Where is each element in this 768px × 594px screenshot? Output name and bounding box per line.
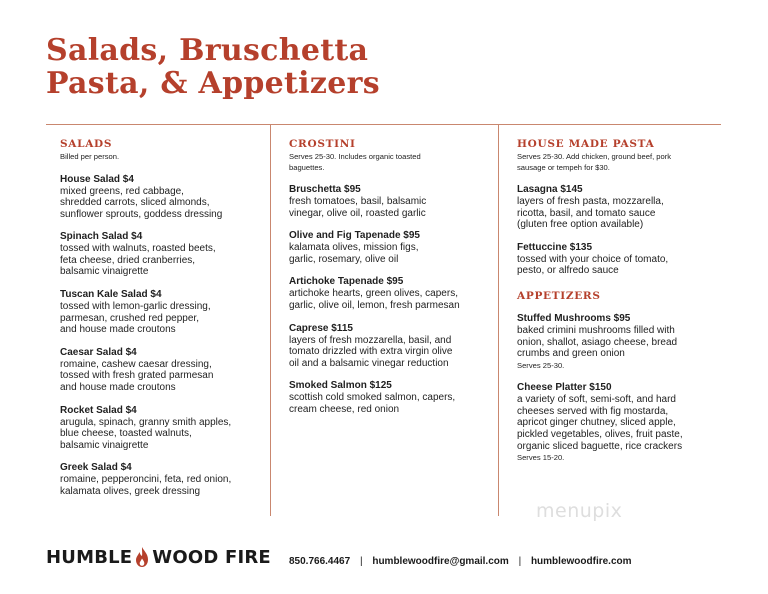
menu-item-description: kalamata olives, mission figs, garlic, rosemary, olive oil bbox=[289, 242, 419, 265]
menu-section bbox=[289, 137, 494, 416]
menu-item-description: tossed with lemon-garlic dressing, parmesan, crushed red pepper, and house made croutons bbox=[60, 301, 211, 336]
menu-item-description: romaine, pepperoncini, feta, red onion, kalamata olives, greek dressing bbox=[60, 474, 232, 497]
menu-item-name: Spinach Salad $4 bbox=[60, 231, 143, 243]
menu-section bbox=[517, 137, 722, 277]
menu-item bbox=[289, 323, 494, 370]
watermark: menupix bbox=[536, 500, 623, 522]
menu-item-name: Stuffed Mushrooms $95 bbox=[517, 312, 631, 324]
menu-column-salads bbox=[60, 137, 265, 498]
menu-item bbox=[289, 276, 494, 311]
title-line-2: Pasta, & Appetizers bbox=[46, 66, 380, 101]
menu-item bbox=[289, 380, 494, 415]
section-title: CROSTINI bbox=[289, 138, 356, 150]
menu-item-name: Smoked Salmon $125 bbox=[289, 380, 392, 392]
menu-item-description: a variety of soft, semi-soft, and hard cheeses served with fig mostarda, apricot ginger chutney, sliced apple, pickled vegetables, olives, fruit paste, organic sliced baguette, rice crackers bbox=[517, 394, 683, 452]
footer bbox=[46, 544, 726, 574]
menu-item-name: Bruschetta $95 bbox=[289, 184, 361, 195]
contact-info bbox=[289, 556, 632, 567]
phone-number[interactable]: 850.766.4467 bbox=[289, 556, 351, 567]
menu-column-crostini bbox=[289, 137, 494, 416]
menu-item bbox=[60, 462, 265, 497]
menu-item-serves: Serves 15-20. bbox=[517, 453, 565, 463]
top-divider bbox=[46, 124, 721, 125]
menu-item-name: Olive and Fig Tapenade $95 bbox=[289, 230, 420, 242]
logo-text-left: HUMBLE bbox=[46, 546, 133, 568]
menu-item-description: scottish cold smoked salmon, capers, cream cheese, red onion bbox=[289, 392, 456, 415]
menu-section bbox=[60, 137, 265, 498]
menu-item-name: Caesar Salad $4 bbox=[60, 346, 137, 358]
menu-item-description: layers of fresh pasta, mozzarella, ricotta, basil, and tomato sauce (gluten free option available) bbox=[517, 196, 664, 231]
menu-item-name: Caprese $115 bbox=[289, 322, 353, 334]
column-divider-2 bbox=[498, 124, 499, 516]
menu-item-name: Lasagna $145 bbox=[517, 184, 583, 195]
menu-item-name: Fettuccine $135 bbox=[517, 241, 593, 253]
website-link[interactable]: humblewoodfire.com bbox=[530, 556, 632, 567]
menu-item-name: Greek Salad $4 bbox=[60, 462, 132, 474]
menu-item bbox=[60, 231, 265, 278]
menu-item-description: tossed with walnuts, roasted beets, feta cheese, dried cranberries, balsamic vinaigrette bbox=[60, 243, 216, 278]
separator: | bbox=[359, 556, 363, 567]
menu-item bbox=[289, 230, 494, 265]
menu-item bbox=[517, 382, 722, 463]
menu-item-name: Cheese Platter $150 bbox=[517, 382, 612, 394]
menu-column-pasta-appetizers bbox=[517, 137, 722, 464]
section-title: APPETIZERS bbox=[517, 289, 601, 302]
separator: | bbox=[518, 556, 522, 567]
menu-item-description: baked crimini mushrooms filled with onion, shallot, asiago cheese, bread crumbs and green onion bbox=[517, 324, 678, 360]
brand-logo bbox=[46, 546, 271, 568]
menu-item bbox=[60, 174, 265, 221]
email-address[interactable]: humblewoodfire@gmail.com bbox=[372, 556, 509, 567]
menu-item bbox=[517, 184, 722, 231]
flame-icon bbox=[135, 546, 149, 568]
menu-item-description: layers of fresh mozzarella, basil, and tomato drizzled with extra virgin olive oil and a balsamic vinegar reduction bbox=[289, 334, 453, 369]
menu-item-description: tossed with your choice of tomato, pesto, or alfredo sauce bbox=[517, 253, 669, 277]
menu-item-name: Rocket Salad $4 bbox=[60, 404, 137, 416]
menu-item-description: mixed greens, red cabbage, shredded carrots, sliced almonds, sunflower sprouts, goddess dressing bbox=[60, 185, 223, 220]
menu-item-description: fresh tomatoes, basil, balsamic vinegar, olive oil, roasted garlic bbox=[289, 196, 427, 219]
menu-section bbox=[517, 289, 722, 464]
section-title: HOUSE MADE PASTA bbox=[517, 138, 655, 150]
column-divider-1 bbox=[270, 124, 271, 516]
menu-item bbox=[517, 313, 722, 371]
section-title: SALADS bbox=[60, 138, 113, 150]
menu-item-name: Artichoke Tapenade $95 bbox=[289, 276, 404, 288]
section-note: Serves 25-30. Add chicken, ground beef, pork sausage or tempeh for $30. bbox=[517, 152, 672, 172]
section-note: Billed per person. bbox=[60, 152, 120, 161]
page-title bbox=[46, 34, 380, 100]
menu-item bbox=[60, 405, 265, 452]
menu-item-name: Tuscan Kale Salad $4 bbox=[60, 289, 162, 301]
menu-item-description: arugula, spinach, granny smith apples, blue cheese, toasted walnuts, balsamic vinaigrette bbox=[60, 416, 232, 451]
menu-item-serves: Serves 25-30. bbox=[517, 360, 565, 370]
menu-item bbox=[60, 289, 265, 336]
logo-text-right: WOOD FIRE bbox=[152, 546, 271, 568]
title-line-1: Salads, Bruschetta bbox=[46, 33, 369, 68]
menu-item-description: romaine, cashew caesar dressing, tossed with fresh grated parmesan and house made croutons bbox=[60, 358, 214, 394]
menu-item bbox=[60, 347, 265, 394]
menu-item-description: artichoke hearts, green olives, capers, garlic, olive oil, lemon, fresh parmesan bbox=[289, 288, 460, 311]
menu-item bbox=[289, 184, 494, 219]
menu-item bbox=[517, 242, 722, 277]
section-note: Serves 25-30. Includes organic toasted baguettes. bbox=[289, 152, 421, 172]
menu-item-name: House Salad $4 bbox=[60, 173, 134, 185]
